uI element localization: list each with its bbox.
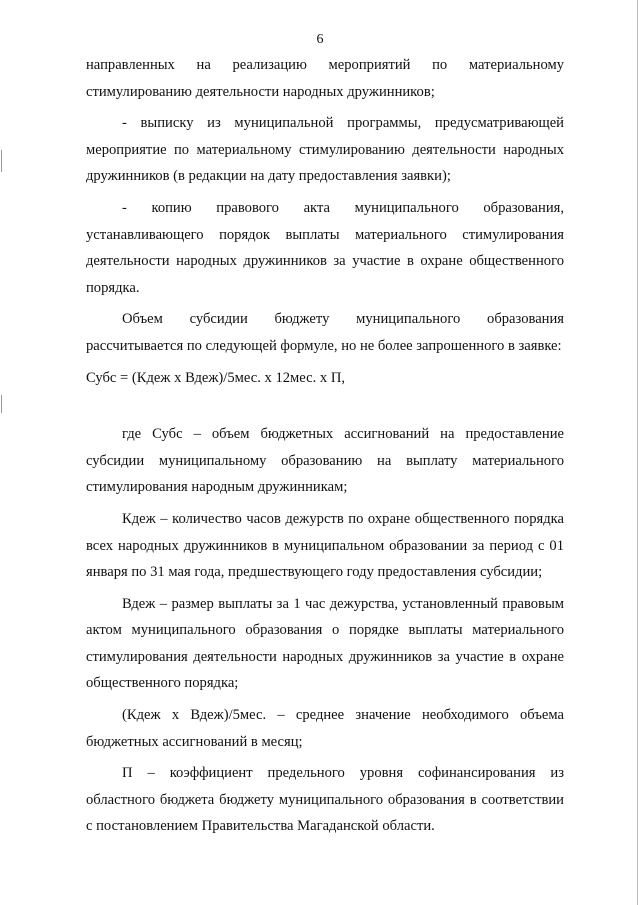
paragraph-subs-definition: где Субс – объем бюджетных ассигнований на предоставление субсидии муниципальному образованию на выплату материального стимулирования народным дружинникам;: [86, 426, 564, 496]
paragraph-average-definition: (Кдеж х Вдеж)/5мес. – среднее значение необходимого объема бюджетных ассигнований в месяц;: [86, 707, 564, 750]
paragraph-subsidy-volume: Объем субсидии бюджету муниципального образования рассчитывается по следующей формуле, но не более запрошенного в заявке:: [86, 311, 564, 354]
paragraph-program-extract: - выписку из муниципальной программы, предусматривающей мероприятие по материальному стимулированию деятельности народных дружинников (в редакции на дату предоставления заявки);: [86, 115, 564, 185]
scan-edge-line: [637, 0, 638, 905]
scan-edge-mark: [1, 395, 2, 413]
paragraph-coefficient-definition: П – коэффициент предельного уровня софинансирования из областного бюджета бюджету муниципального образования в соответствии с постановлением Правительства Магаданской области.: [86, 765, 564, 835]
page-number: 6: [316, 32, 324, 47]
paragraph-kdezh-definition: Кдеж – количество часов дежурств по охране общественного порядка всех народных дружинников в муниципальном образовании за период с 01 января по 31 мая года, предшествующего году предоставления субсидии;: [86, 510, 564, 581]
paragraph-vdezh-definition: Вдеж – размер выплаты за 1 час дежурства, установленный правовым актом муниципального образования о порядке выплаты материального стимулирования деятельности народных дружинников за участие в охране общественного порядка;: [86, 595, 564, 692]
paragraph-continuation: направленных на реализацию мероприятий по материальному стимулированию деятельности народных дружинников;: [86, 57, 564, 100]
subsidy-formula: Субс = (Кдеж х Вдеж)/5мес. х 12мес. х П,: [86, 369, 346, 386]
paragraph-legal-act-copy: - копию правового акта муниципального образования, устанавливающего порядок выплаты материального стимулирования деятельности народных дружинников за участие в охране общественного порядка.: [86, 199, 564, 296]
scan-edge-mark: [1, 150, 2, 172]
document-body: [86, 52, 564, 845]
